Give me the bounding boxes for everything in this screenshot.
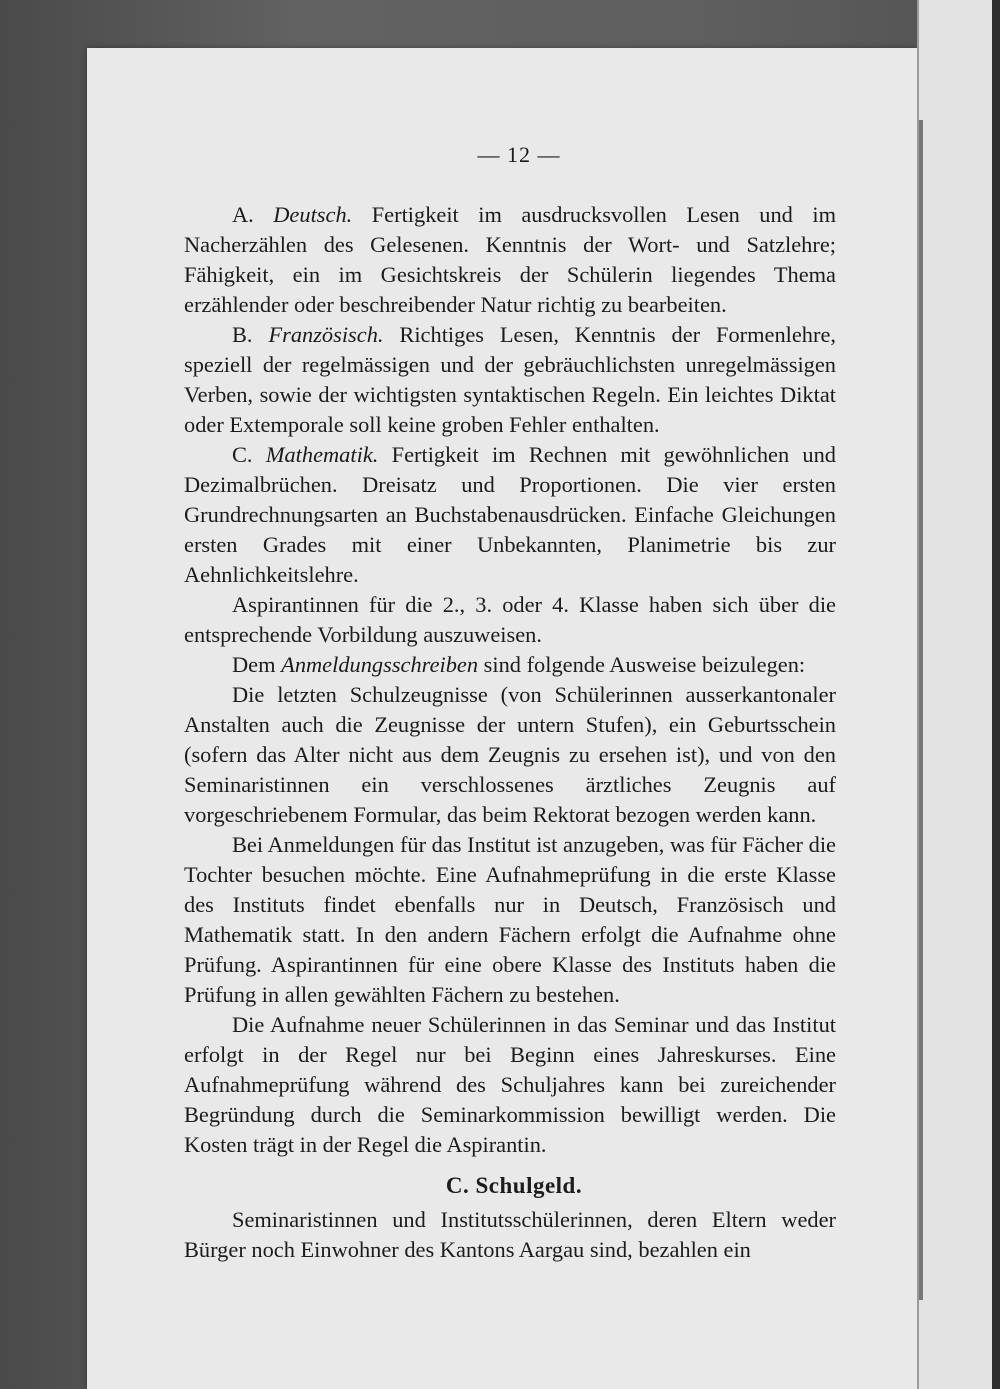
page-binding-shadow bbox=[919, 120, 923, 1300]
section-label: A. bbox=[232, 202, 254, 227]
paragraph-franzoesisch bbox=[184, 320, 836, 440]
paragraph-aspirantinnen: Aspirantinnen für die 2., 3. oder 4. Klasse haben sich über die entsprechende Vorbildung auszuweisen. bbox=[184, 592, 836, 647]
paragraph-aufnahme: Die Aufnahme neuer Schülerinnen in das Seminar und das Institut erfolgt in der Regel nur bei Beginn eines Jahreskurses. Eine Aufnahmeprüfung während des Schuljahres kann bei zureichender Begründung durch die Seminarkommission bewilligt werden. Die Kosten trägt in der Regel die Aspirantin. bbox=[184, 1012, 836, 1157]
text-fragment: sind folgende Ausweise beizulegen: bbox=[483, 652, 806, 677]
paragraph-anmeldung bbox=[184, 650, 836, 680]
subject-title: Französisch. bbox=[268, 322, 384, 347]
emphasis-anmeldungsschreiben: Anmeldungsschreiben bbox=[281, 652, 479, 677]
section-heading-schulgeld: C. Schulgeld. bbox=[445, 1173, 583, 1198]
paragraph-zeugnisse: Die letzten Schulzeugnisse (von Schülerinnen ausserkantonaler Anstalten auch die Zeugnisse der untern Stufen), ein Geburtsschein (sofern das Alter nicht aus dem Zeugnis zu ersehen ist), und von den Seminaristinnen ein verschlossenes ärztliches Zeugnis auf vorgeschriebenem Formular, das beim Rektorat bezogen werden kann. bbox=[184, 682, 836, 827]
paragraph-text: Fertigkeit im Rechnen mit gewöhnlichen und Dezimalbrüchen. Dreisatz und Proportionen. Die vier ersten Grundrechnungsarten an Buchstabenausdrücken. Einfache Gleichungen ersten Grades mit einer Unbekannten, Planimetrie bis zur Aehnlichkeitslehre. bbox=[184, 442, 836, 587]
subject-title: Deutsch. bbox=[273, 202, 353, 227]
paragraph-institut: Bei Anmeldungen für das Institut ist anzugeben, was für Fächer die Tochter besuchen möchte. Eine Aufnahmeprüfung in die erste Klasse des Instituts findet ebenfalls nur in Deutsch, Französisch und Mathematik statt. In den andern Fächern erfolgt die Aufnahme ohne Prüfung. Aspirantinnen für eine obere Klasse des Instituts haben die Prüfung in allen gewählten Fächern zu bestehen. bbox=[184, 832, 836, 1007]
paragraph-text: Richtiges Lesen, Kenntnis der Formenlehre, speziell der regelmässigen und der gebräuchlichsten unregelmässigen Verben, sowie der wichtigsten syntaktischen Regeln. Ein leichtes Diktat oder Extemporale soll keine groben Fehler enthalten. bbox=[184, 322, 836, 437]
text-fragment: Dem bbox=[232, 652, 276, 677]
subject-title: Mathematik. bbox=[265, 442, 379, 467]
page-number: — 12 — bbox=[477, 142, 561, 167]
paragraph-deutsch bbox=[184, 200, 836, 320]
page-text bbox=[184, 140, 836, 1265]
section-label: B. bbox=[232, 322, 253, 347]
scan-edge bbox=[992, 0, 1000, 1389]
paragraph-text: Fertigkeit im ausdrucksvollen Lesen und im Nacherzählen des Gelesenen. Kenntnis der Wort- und Satzlehre; Fähigkeit, ein im Gesichtskreis der Schülerin liegendes Thema erzählender oder beschreibender Natur richtig zu bearbeiten. bbox=[184, 202, 836, 317]
facing-page-edge bbox=[917, 0, 1000, 1389]
paragraph-mathematik bbox=[184, 440, 836, 590]
paragraph-schulgeld: Seminaristinnen und Institutsschülerinnen, deren Eltern weder Bürger noch Einwohner des Kantons Aargau sind, bezahlen ein bbox=[184, 1207, 836, 1262]
section-label: C. bbox=[232, 442, 253, 467]
